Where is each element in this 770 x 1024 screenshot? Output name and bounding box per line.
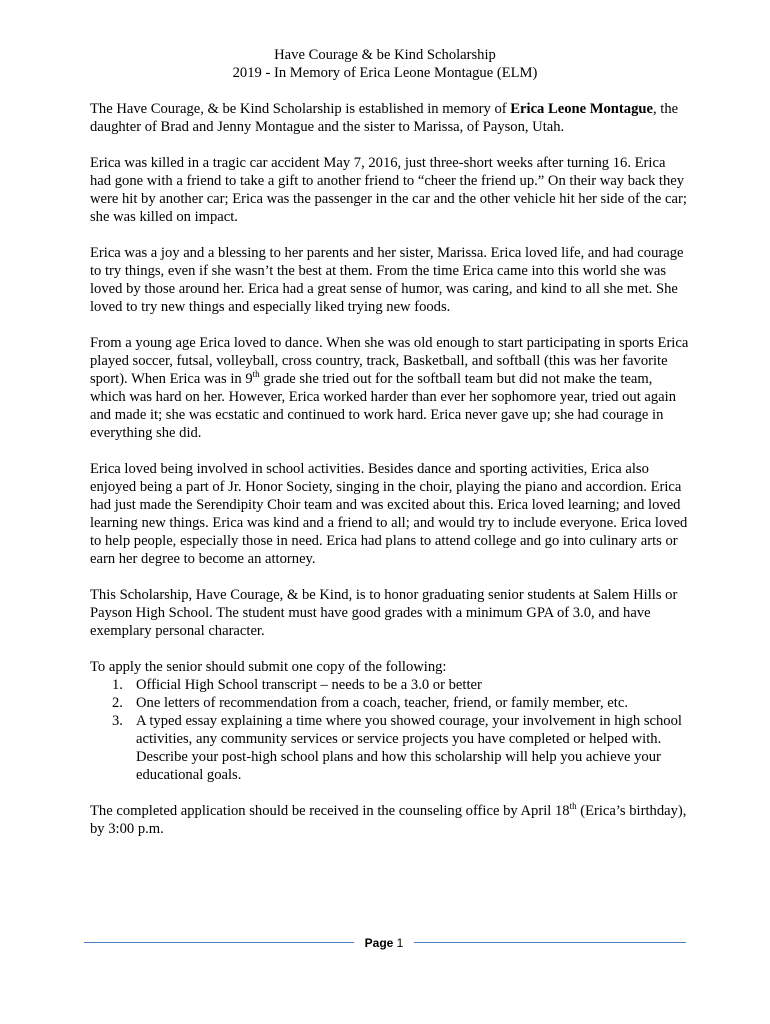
ordinal-suffix: th xyxy=(252,369,260,380)
document-body xyxy=(90,100,690,856)
ordinal-suffix: th xyxy=(569,801,577,812)
list-item-text: One letters of recommendation from a coach, teacher, friend, or family member, etc. xyxy=(136,695,628,711)
page-footer xyxy=(84,933,686,953)
paragraph-personality: Erica was a joy and a blessing to her parents and her sister, Marissa. Erica loved life, and had courage to try things, even if she wasn’t the best at them. From the time Erica came into this world she was loved by those around her. Erica had a great sense of humor, was caring, and kind to all she met. She loved to try new things and especially liked trying new foods. xyxy=(90,245,684,315)
footer-divider-left xyxy=(84,942,354,943)
deadline-text-start: The completed application should be received in the counseling office by April 18 xyxy=(90,803,570,819)
sports-text-end: grade she tried out for the softball team but did not make the team, which was hard on her. However, Erica worked harder than ever her sophomore year, tried out again and made it; she was ecstatic and continued to work hard. Erica never gave up; she had courage in everything she did. xyxy=(90,371,677,441)
honoree-name: Erica Leone Montague xyxy=(510,101,653,117)
page-number xyxy=(354,934,414,952)
document-header xyxy=(0,46,770,82)
paragraph-sports xyxy=(90,334,690,442)
footer-divider-right xyxy=(414,942,686,943)
page-label: Page xyxy=(364,936,394,950)
document-subtitle: 2019 - In Memory of Erica Leone Montague (ELM) xyxy=(232,65,538,81)
list-item xyxy=(90,712,690,784)
application-intro: To apply the senior should submit one copy of the following: xyxy=(90,659,447,675)
list-number: 2. xyxy=(112,695,123,711)
list-number: 3. xyxy=(112,713,123,729)
requirements-list xyxy=(90,676,690,784)
deadline-text-end: (Erica’s birthday), by 3:00 p.m. xyxy=(90,803,687,837)
document-title: Have Courage & be Kind Scholarship xyxy=(274,47,496,63)
page-number-value: 1 xyxy=(396,936,404,950)
list-number: 1. xyxy=(112,677,123,693)
list-item-text: Official High School transcript – needs to be a 3.0 or better xyxy=(136,677,482,693)
paragraph-activities: Erica loved being involved in school activities. Besides dance and sporting activities, Erica also enjoyed being a part of Jr. Honor Society, singing in the choir, playing the piano and accordion. Erica had just made the Serendipity Choir team and was excited about this. Erica loved learning; and loved learning new things. Erica was kind and a friend to all; and would try to include everyone. Erica loved to help people, especially those in need. Erica had plans to attend college and go into culinary arts or earn her degree to become an attorney. xyxy=(90,461,688,567)
intro-text-end: , the daughter of Brad and Jenny Montague and the sister to Marissa, of Payson, Utah. xyxy=(90,101,679,135)
paragraph-eligibility: This Scholarship, Have Courage, & be Kind, is to honor graduating senior students at Salem Hills or Payson High School. The student must have good grades with a minimum GPA of 3.0, and have exemplary personal character. xyxy=(90,587,678,639)
paragraph-intro xyxy=(90,100,690,136)
intro-text-start: The Have Courage, & be Kind Scholarship is established in memory of xyxy=(90,101,511,117)
paragraph-accident: Erica was killed in a tragic car accident May 7, 2016, just three-short weeks after turning 16. Erica had gone with a friend to take a gift to another friend to “cheer the friend up.” On their way back they were hit by another car; Erica was the passenger in the car and the other vehicle hit her side of the car; she was killed on impact. xyxy=(90,155,687,225)
list-item-text: A typed essay explaining a time where you showed courage, your involvement in high school activities, any community services or service projects you have completed or helped with. Describe your post-high school plans and how this scholarship will help you achieve your educational goals. xyxy=(136,713,682,783)
sports-text-start: From a young age Erica loved to dance. When she was old enough to start participating in sports Erica played soccer, futsal, volleyball, cross country, track, Basketball, and softball (this was her favorite sport). When Erica was in 9 xyxy=(90,335,689,387)
paragraph-deadline xyxy=(90,802,690,838)
list-item xyxy=(90,694,690,712)
list-item xyxy=(90,676,690,694)
